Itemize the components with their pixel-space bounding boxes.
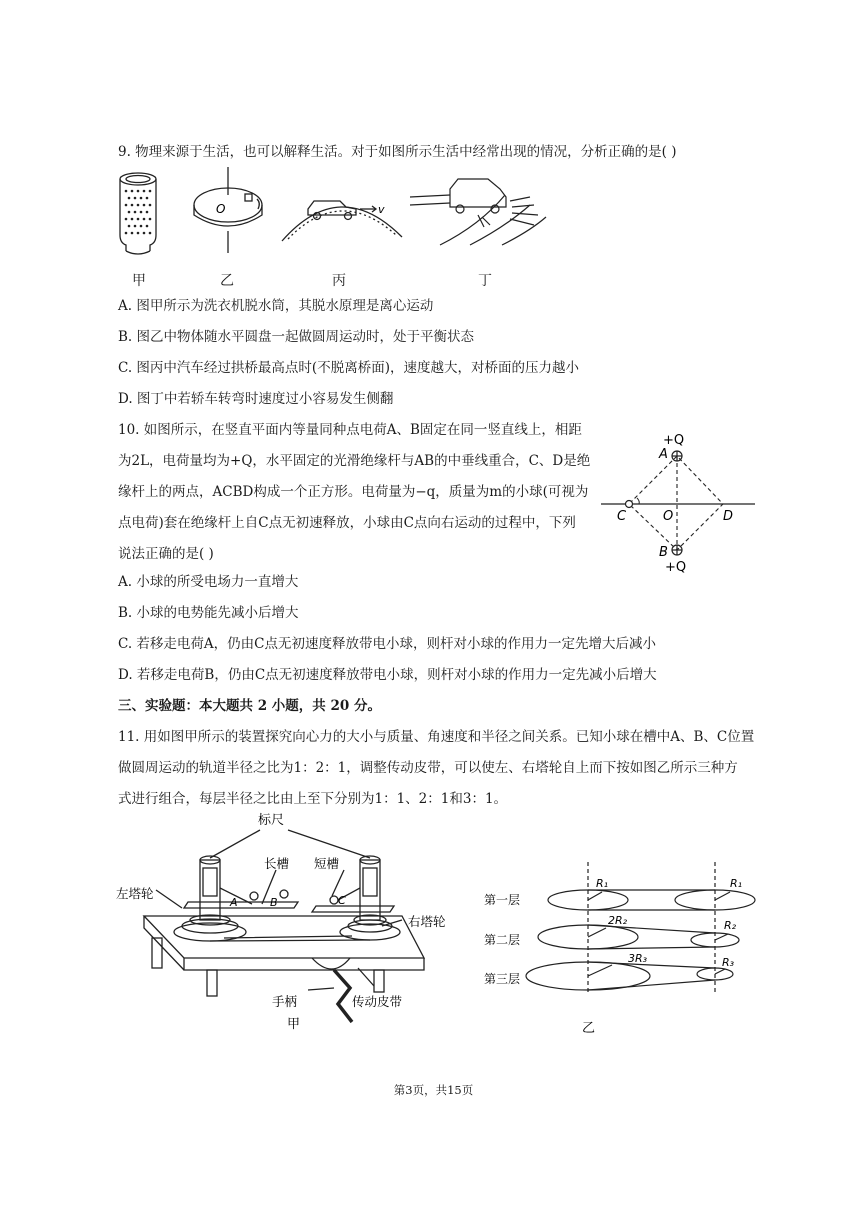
layer3-label: 第三层 bbox=[484, 972, 521, 986]
label-o: O bbox=[663, 509, 674, 524]
small-ball bbox=[626, 501, 633, 508]
section-heading: 三、实验题：本大题共 2 小题，共 20 分。 bbox=[118, 698, 381, 714]
charge-b-symbol bbox=[672, 545, 682, 555]
layer2-right-radius: R₂ bbox=[724, 919, 737, 932]
q10-stem-line-5: 说法正确的是( ) bbox=[118, 546, 214, 562]
q9-option-a: A. 图甲所示为洗衣机脱水筒，其脱水原理是离心运动 bbox=[118, 298, 434, 314]
fig-yi-caption: 乙 bbox=[582, 1021, 596, 1036]
fig-jia-apparatus bbox=[112, 808, 462, 1033]
q9-option-b: B. 图乙中物体随水平圆盘一起做圆周运动时，处于平衡状态 bbox=[118, 329, 475, 345]
q10-charge-diagram bbox=[595, 428, 760, 576]
q10-option-d: D. 若移走电荷B，仍由C点无初速度释放带电小球，则杆对小球的作用力一定先减小后增大 bbox=[118, 667, 657, 683]
label-handle: 手柄 bbox=[272, 994, 298, 1009]
q9-stem: 9. 物理来源于生活，也可以解释生活。对于如图所示生活中经常出现的情况，分析正确的是( ) bbox=[118, 144, 677, 160]
spin-drum-figure bbox=[120, 173, 156, 254]
charge-a-symbol bbox=[672, 451, 682, 461]
layer3-right-radius: R₃ bbox=[722, 956, 735, 969]
fig-yi-layers bbox=[478, 862, 778, 1042]
label-top-charge: +Q bbox=[663, 433, 685, 448]
label-pos-b: B bbox=[270, 896, 278, 909]
label-d: D bbox=[723, 509, 734, 524]
layer2-label: 第二层 bbox=[484, 933, 521, 947]
label-pos-a: A bbox=[230, 896, 238, 909]
q10-stem-line-2: 为2L，电荷量均为+Q，水平固定的光滑绝缘杆与AB的中垂线重合，C、D是绝 bbox=[118, 453, 591, 469]
q11-stem-line-1: 11. 用如图甲所示的装置探究向心力的大小与质量、角速度和半径之间关系。已知小球在槽中A、B、C位置 bbox=[118, 729, 755, 745]
q9-figures bbox=[110, 165, 550, 270]
label-b: B bbox=[659, 545, 668, 560]
label-short-slot: 短槽 bbox=[314, 856, 340, 871]
label-long-slot: 长槽 bbox=[264, 856, 290, 871]
q10-stem-line-1: 10. 如图所示，在竖直平面内等量同种点电荷A、B固定在同一竖直线上，相距 bbox=[118, 422, 582, 438]
label-bottom-charge: +Q bbox=[665, 560, 687, 575]
label-belt: 传动皮带 bbox=[352, 994, 403, 1009]
drum-holes bbox=[125, 190, 152, 235]
label-pos-c: C bbox=[338, 894, 346, 907]
crank-handle bbox=[334, 970, 352, 1022]
q9-option-c: C. 图丙中汽车经过拱桥最高点时(不脱离桥面)，速度越大，对桥面的压力越小 bbox=[118, 360, 579, 376]
q10-option-c: C. 若移走电荷A，仍由C点无初速度释放带电小球，则杆对小球的作用力一定先增大后减小 bbox=[118, 636, 657, 652]
layer1-label: 第一层 bbox=[484, 893, 521, 907]
fig-jia-caption: 甲 bbox=[287, 1017, 301, 1032]
q10-stem-line-3: 缘杆上的两点，ACBD构成一个正方形。电荷量为−q，质量为m的小球(可视为 bbox=[118, 484, 589, 500]
disc-center-label: O bbox=[216, 202, 226, 216]
layer1-left-radius: R₁ bbox=[596, 877, 609, 890]
turning-car-figure bbox=[410, 179, 546, 245]
layer1-right-radius: R₁ bbox=[730, 877, 743, 890]
page-footer: 第3页，共15页 bbox=[393, 1083, 474, 1097]
q11-stem-line-2: 做圆周运动的轨道半径之比为1：2：1，调整传动皮带，可以使左、右塔轮自上而下按如图乙所示三种方 bbox=[118, 760, 738, 776]
q10-option-a: A. 小球的所受电场力一直增大 bbox=[118, 574, 299, 590]
q11-stem-line-3: 式进行组合，每层半径之比由上至下分别为1：1、2：1和3：1。 bbox=[118, 791, 508, 807]
q9-caption-ding: 丁 bbox=[478, 273, 492, 289]
label-a: A bbox=[659, 447, 668, 462]
q9-caption-jia: 甲 bbox=[132, 273, 146, 289]
velocity-label: v bbox=[378, 203, 385, 216]
q9-caption-bing: 丙 bbox=[332, 273, 346, 289]
layer3-left-radius: 3R₃ bbox=[628, 952, 648, 965]
rotating-disc-figure bbox=[194, 167, 262, 253]
short-slot bbox=[312, 906, 394, 912]
label-c: C bbox=[617, 509, 627, 524]
layer2-left-radius: 2R₂ bbox=[608, 914, 628, 927]
q9-caption-yi: 乙 bbox=[220, 273, 234, 289]
label-right-tower: 右塔轮 bbox=[408, 914, 446, 929]
long-slot bbox=[184, 902, 298, 908]
square-dashed bbox=[629, 456, 723, 550]
label-left-tower: 左塔轮 bbox=[116, 886, 154, 901]
q10-stem-line-4: 点电荷)套在绝缘杆上自C点无初速释放，小球由C点向右运动的过程中，下列 bbox=[118, 515, 576, 531]
q10-option-b: B. 小球的电势能先减小后增大 bbox=[118, 605, 299, 621]
q9-option-d: D. 图丁中若轿车转弯时速度过小容易发生侧翻 bbox=[118, 391, 394, 407]
label-ruler: 标尺 bbox=[258, 813, 285, 828]
